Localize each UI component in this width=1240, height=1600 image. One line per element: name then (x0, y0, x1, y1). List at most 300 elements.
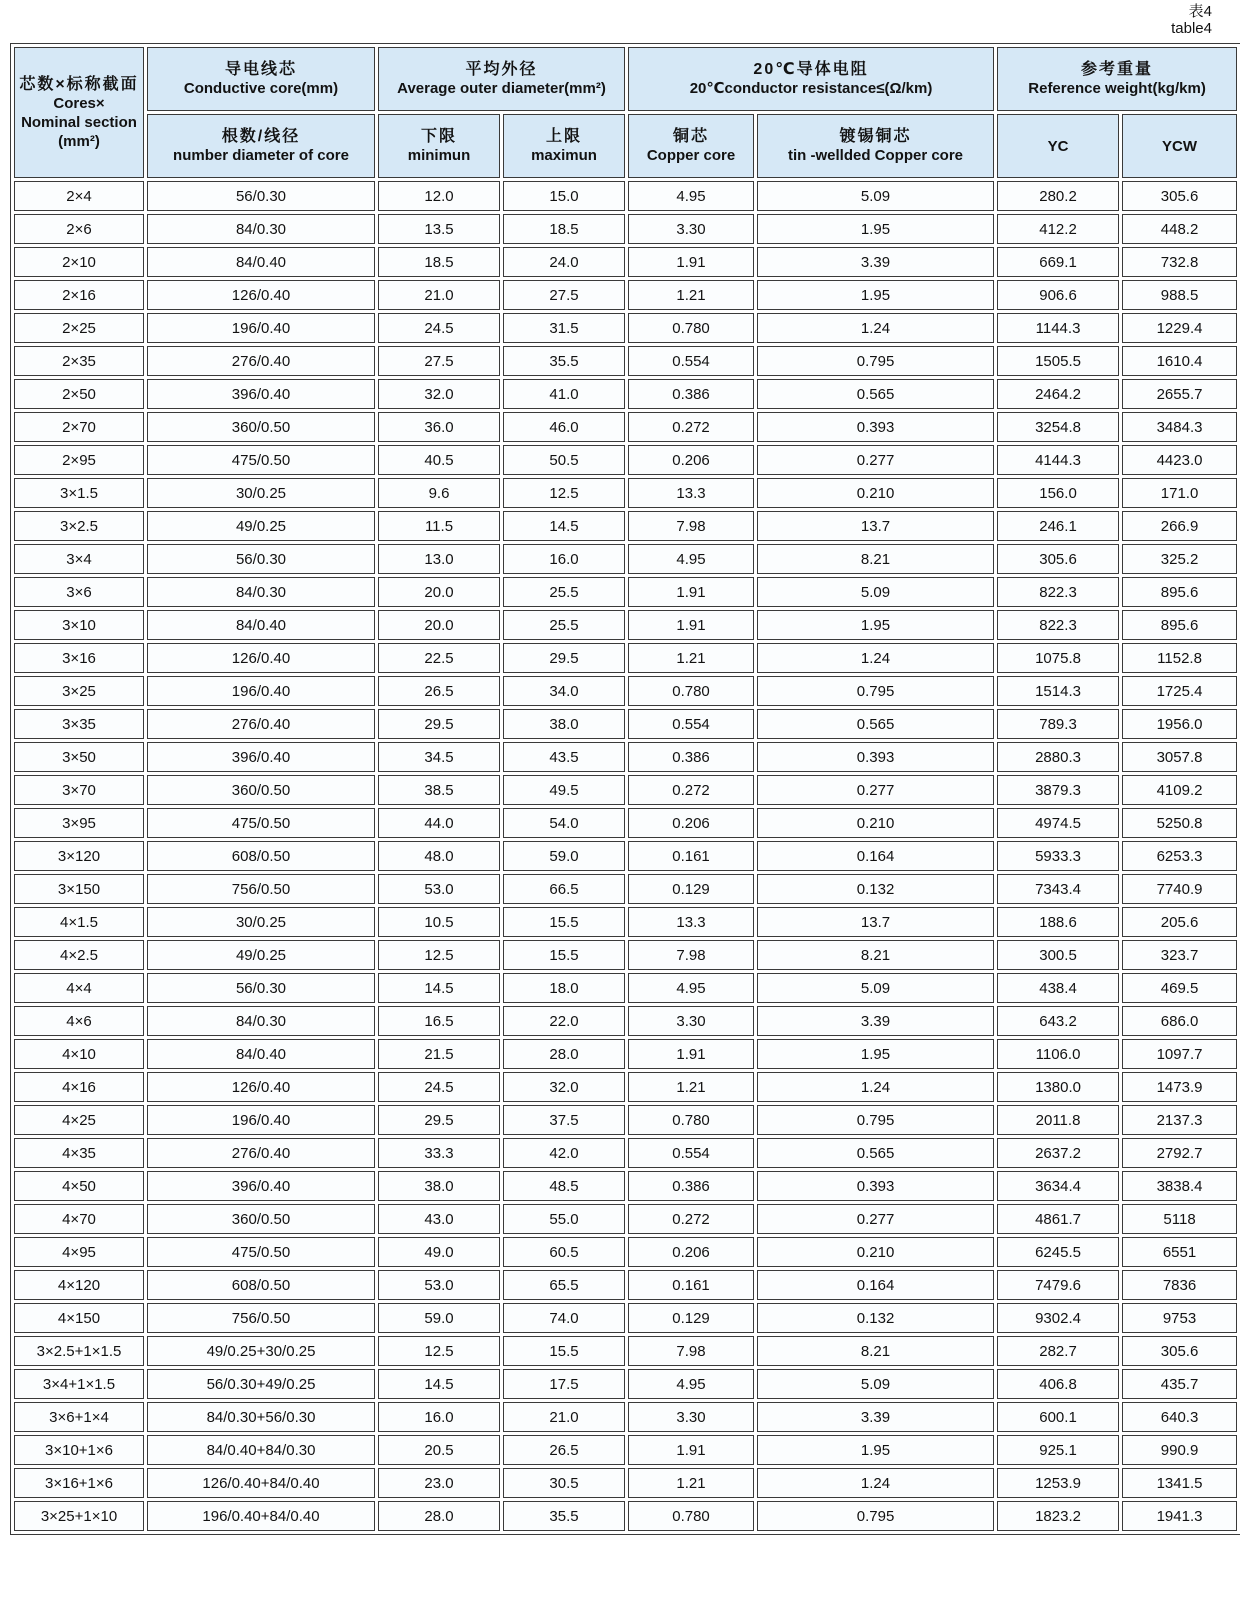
table-cell: 1.91 (628, 247, 754, 277)
header-conductor-resistance (628, 47, 994, 111)
header-minimum (378, 114, 500, 178)
table-cell: 0.565 (757, 1138, 994, 1168)
table-cell: 3×25+1×10 (14, 1501, 144, 1531)
table-cell: 20.5 (378, 1435, 500, 1465)
table-cell: 686.0 (1122, 1006, 1237, 1036)
table-cell: 12.5 (378, 1336, 500, 1366)
table-cell: 0.780 (628, 676, 754, 706)
table-cell: 5933.3 (997, 841, 1119, 871)
table-cell: 469.5 (1122, 973, 1237, 1003)
table-cell: 1.24 (757, 1072, 994, 1102)
table-row (14, 313, 1237, 343)
table-cell: 28.0 (503, 1039, 625, 1069)
table-cell: 66.5 (503, 874, 625, 904)
table-cell: 29.5 (378, 709, 500, 739)
table-cell: 0.780 (628, 313, 754, 343)
table-cell: 1956.0 (1122, 709, 1237, 739)
table-cell: 74.0 (503, 1303, 625, 1333)
table-cell: 305.6 (997, 544, 1119, 574)
table-cell: 0.132 (757, 874, 994, 904)
table-caption-cn: 表4 (1188, 3, 1212, 20)
table-cell: 2011.8 (997, 1105, 1119, 1135)
table-cell: 17.5 (503, 1369, 625, 1399)
table-cell: 56/0.30 (147, 544, 375, 574)
header-conductor-resistance-cn: 20℃导体电阻 (753, 60, 869, 78)
table-cell: 18.5 (378, 247, 500, 277)
header-conductive-core-cn: 导电线芯 (224, 60, 297, 78)
table-cell: 4×6 (14, 1006, 144, 1036)
table-cell: 84/0.40 (147, 247, 375, 277)
header-tinned-copper-core-en: tin -wellded Copper core (788, 147, 964, 165)
table-cell: 276/0.40 (147, 709, 375, 739)
table-row (14, 1369, 1237, 1399)
table-cell: 3×1.5 (14, 478, 144, 508)
table-cell: 3484.3 (1122, 412, 1237, 442)
table-cell: 18.5 (503, 214, 625, 244)
table-row (14, 709, 1237, 739)
table-header (14, 47, 1237, 178)
table-cell: 84/0.30+56/0.30 (147, 1402, 375, 1432)
table-cell: 0.272 (628, 775, 754, 805)
table-cell: 11.5 (378, 511, 500, 541)
table-cell: 18.0 (503, 973, 625, 1003)
table-cell: 3.30 (628, 214, 754, 244)
table-cell: 1.21 (628, 280, 754, 310)
table-cell: 53.0 (378, 874, 500, 904)
table-cell: 1341.5 (1122, 1468, 1237, 1498)
table-cell: 0.129 (628, 874, 754, 904)
table-cell: 1.24 (757, 643, 994, 673)
table-cell: 13.3 (628, 478, 754, 508)
table-caption (1171, 3, 1212, 38)
table-cell: 1144.3 (997, 313, 1119, 343)
table-cell: 4×150 (14, 1303, 144, 1333)
table-cell: 3×35 (14, 709, 144, 739)
table-row (14, 775, 1237, 805)
table-cell: 49/0.25 (147, 511, 375, 541)
table-cell: 7479.6 (997, 1270, 1119, 1300)
table-cell: 2×70 (14, 412, 144, 442)
table-cell: 3.30 (628, 1006, 754, 1036)
table-cell: 12.0 (378, 181, 500, 211)
table-cell: 15.5 (503, 940, 625, 970)
table-cell: 22.5 (378, 643, 500, 673)
table-cell: 3×2.5+1×1.5 (14, 1336, 144, 1366)
table-cell: 0.554 (628, 346, 754, 376)
table-cell: 5.09 (757, 577, 994, 607)
table-cell: 4×120 (14, 1270, 144, 1300)
table-cell: 5.09 (757, 1369, 994, 1399)
table-cell: 38.0 (378, 1171, 500, 1201)
table-cell: 0.393 (757, 1171, 994, 1201)
table-cell: 1.91 (628, 610, 754, 640)
table-cell: 0.565 (757, 379, 994, 409)
table-cell: 84/0.30 (147, 577, 375, 607)
header-number-diameter-en: number diameter of core (173, 147, 349, 165)
table-cell: 28.0 (378, 1501, 500, 1531)
table-cell: 325.2 (1122, 544, 1237, 574)
header-conductive-core-en: Conductive core(mm) (183, 80, 339, 98)
table-cell: 2×16 (14, 280, 144, 310)
table-cell: 48.0 (378, 841, 500, 871)
header-ycw (1122, 114, 1237, 178)
table-cell: 1.24 (757, 1468, 994, 1498)
header-minimum-en: minimun (407, 147, 471, 165)
table-cell: 15.5 (503, 1336, 625, 1366)
table-cell: 4423.0 (1122, 445, 1237, 475)
table-cell: 0.780 (628, 1501, 754, 1531)
table-row (14, 1039, 1237, 1069)
table-cell: 5.09 (757, 973, 994, 1003)
table-cell: 42.0 (503, 1138, 625, 1168)
table-cell: 4×2.5 (14, 940, 144, 970)
header-avg-outer-diameter (378, 47, 625, 111)
table-cell: 4×70 (14, 1204, 144, 1234)
table-row (14, 511, 1237, 541)
table-cell: 0.206 (628, 445, 754, 475)
table-cell: 822.3 (997, 577, 1119, 607)
table-cell: 12.5 (503, 478, 625, 508)
cable-spec-table (10, 43, 1240, 1535)
table-cell: 4861.7 (997, 1204, 1119, 1234)
table-cell: 20.0 (378, 610, 500, 640)
table-cell: 0.210 (757, 808, 994, 838)
table-cell: 55.0 (503, 1204, 625, 1234)
table-cell: 1473.9 (1122, 1072, 1237, 1102)
table-row (14, 181, 1237, 211)
table-cell: 0.795 (757, 1501, 994, 1531)
table-cell: 9302.4 (997, 1303, 1119, 1333)
table-cell: 34.5 (378, 742, 500, 772)
table-cell: 3×10 (14, 610, 144, 640)
table-cell: 0.554 (628, 709, 754, 739)
header-yc (997, 114, 1119, 178)
table-cell: 3057.8 (1122, 742, 1237, 772)
table-cell: 1.91 (628, 1435, 754, 1465)
table-row (14, 940, 1237, 970)
table-cell: 0.206 (628, 808, 754, 838)
table-cell: 475/0.50 (147, 808, 375, 838)
table-cell: 10.5 (378, 907, 500, 937)
table-cell: 14.5 (503, 511, 625, 541)
table-cell: 3879.3 (997, 775, 1119, 805)
table-row (14, 1006, 1237, 1036)
table-cell: 756/0.50 (147, 874, 375, 904)
table-cell: 3.39 (757, 1006, 994, 1036)
table-cell: 5250.8 (1122, 808, 1237, 838)
header-copper-core (628, 114, 754, 178)
table-cell: 1505.5 (997, 346, 1119, 376)
table-cell: 1097.7 (1122, 1039, 1237, 1069)
header-reference-weight-en: Reference weight(kg/km) (1028, 80, 1206, 98)
table-cell: 435.7 (1122, 1369, 1237, 1399)
table-cell: 196/0.40 (147, 676, 375, 706)
header-tinned-copper-core (757, 114, 994, 178)
table-cell: 27.5 (378, 346, 500, 376)
table-cell: 35.5 (503, 1501, 625, 1531)
table-cell: 0.272 (628, 412, 754, 442)
table-cell: 50.5 (503, 445, 625, 475)
table-cell: 4×4 (14, 973, 144, 1003)
table-cell: 56/0.30 (147, 973, 375, 1003)
table-cell: 196/0.40+84/0.40 (147, 1501, 375, 1531)
table-cell: 34.0 (503, 676, 625, 706)
table-cell: 43.0 (378, 1204, 500, 1234)
table-cell: 9753 (1122, 1303, 1237, 1333)
table-cell: 171.0 (1122, 478, 1237, 508)
table-cell: 30/0.25 (147, 907, 375, 937)
table-cell: 0.210 (757, 1237, 994, 1267)
table-cell: 0.386 (628, 1171, 754, 1201)
table-cell: 360/0.50 (147, 412, 375, 442)
table-cell: 7343.4 (997, 874, 1119, 904)
table-cell: 756/0.50 (147, 1303, 375, 1333)
table-cell: 29.5 (503, 643, 625, 673)
table-row (14, 1171, 1237, 1201)
table-cell: 1941.3 (1122, 1501, 1237, 1531)
table-cell: 21.5 (378, 1039, 500, 1069)
table-cell: 30.5 (503, 1468, 625, 1498)
table-row (14, 841, 1237, 871)
header-nominal-section (14, 47, 144, 178)
table-cell: 669.1 (997, 247, 1119, 277)
table-cell: 0.386 (628, 742, 754, 772)
table-cell: 475/0.50 (147, 445, 375, 475)
table-cell: 7.98 (628, 1336, 754, 1366)
table-cell: 32.0 (378, 379, 500, 409)
table-cell: 7.98 (628, 940, 754, 970)
table-cell: 36.0 (378, 412, 500, 442)
table-row (14, 1072, 1237, 1102)
table-row (14, 280, 1237, 310)
table-cell: 4×16 (14, 1072, 144, 1102)
table-cell: 30/0.25 (147, 478, 375, 508)
table-row (14, 412, 1237, 442)
table-cell: 3.30 (628, 1402, 754, 1432)
table-cell: 3×10+1×6 (14, 1435, 144, 1465)
table-cell: 6551 (1122, 1237, 1237, 1267)
table-cell: 38.0 (503, 709, 625, 739)
table-cell: 12.5 (378, 940, 500, 970)
header-tinned-copper-core-cn: 镀锡铜芯 (839, 127, 912, 145)
table-cell: 640.3 (1122, 1402, 1237, 1432)
table-cell: 49.0 (378, 1237, 500, 1267)
table-cell: 305.6 (1122, 1336, 1237, 1366)
table-cell: 732.8 (1122, 247, 1237, 277)
table-cell: 3×16 (14, 643, 144, 673)
table-cell: 2792.7 (1122, 1138, 1237, 1168)
table-cell: 0.129 (628, 1303, 754, 1333)
table-cell: 49.5 (503, 775, 625, 805)
table-cell: 4109.2 (1122, 775, 1237, 805)
table-cell: 196/0.40 (147, 313, 375, 343)
table-cell: 54.0 (503, 808, 625, 838)
table-row (14, 742, 1237, 772)
table-cell: 608/0.50 (147, 841, 375, 871)
table-row (14, 907, 1237, 937)
table-cell: 56/0.30 (147, 181, 375, 211)
table-cell: 21.0 (503, 1402, 625, 1432)
table-cell: 0.161 (628, 841, 754, 871)
table-cell: 990.9 (1122, 1435, 1237, 1465)
table-cell: 2×10 (14, 247, 144, 277)
table-cell: 266.9 (1122, 511, 1237, 541)
header-copper-core-cn: 铜芯 (673, 127, 710, 145)
table-row (14, 346, 1237, 376)
table-cell: 14.5 (378, 973, 500, 1003)
table-cell: 3×95 (14, 808, 144, 838)
table-cell: 3×2.5 (14, 511, 144, 541)
table-cell: 276/0.40 (147, 346, 375, 376)
table-cell: 84/0.40+84/0.30 (147, 1435, 375, 1465)
table-cell: 0.277 (757, 1204, 994, 1234)
table-cell: 1229.4 (1122, 313, 1237, 343)
table-cell: 3×6 (14, 577, 144, 607)
table-cell: 1725.4 (1122, 676, 1237, 706)
table-body (14, 181, 1237, 1531)
table-cell: 3.39 (757, 1402, 994, 1432)
table-cell: 0.206 (628, 1237, 754, 1267)
table-cell: 7.98 (628, 511, 754, 541)
table-cell: 600.1 (997, 1402, 1119, 1432)
table-cell: 84/0.40 (147, 1039, 375, 1069)
table-cell: 1.95 (757, 610, 994, 640)
table-cell: 2×35 (14, 346, 144, 376)
table-cell: 0.210 (757, 478, 994, 508)
table-cell: 1.91 (628, 1039, 754, 1069)
table-cell: 4.95 (628, 181, 754, 211)
table-cell: 7740.9 (1122, 874, 1237, 904)
table-cell: 1823.2 (997, 1501, 1119, 1531)
table-cell: 1610.4 (1122, 346, 1237, 376)
table-cell: 1.95 (757, 280, 994, 310)
table-cell: 276/0.40 (147, 1138, 375, 1168)
table-cell: 2×4 (14, 181, 144, 211)
table-row (14, 1204, 1237, 1234)
table-row (14, 445, 1237, 475)
table-cell: 0.795 (757, 676, 994, 706)
table-cell: 1.95 (757, 1435, 994, 1465)
table-cell: 0.565 (757, 709, 994, 739)
table-cell: 1.21 (628, 643, 754, 673)
table-cell: 21.0 (378, 280, 500, 310)
table-cell: 3.39 (757, 247, 994, 277)
table-cell: 246.1 (997, 511, 1119, 541)
table-cell: 22.0 (503, 1006, 625, 1036)
table-cell: 1.95 (757, 214, 994, 244)
table-cell: 4×35 (14, 1138, 144, 1168)
table-cell: 1.21 (628, 1468, 754, 1498)
table-cell: 1075.8 (997, 643, 1119, 673)
table-cell: 24.5 (378, 313, 500, 343)
table-cell: 25.5 (503, 610, 625, 640)
table-cell: 0.161 (628, 1270, 754, 1300)
table-cell: 16.5 (378, 1006, 500, 1036)
table-cell: 396/0.40 (147, 379, 375, 409)
table-cell: 1514.3 (997, 676, 1119, 706)
table-cell: 53.0 (378, 1270, 500, 1300)
table-cell: 1106.0 (997, 1039, 1119, 1069)
table-cell: 1.95 (757, 1039, 994, 1069)
table-row (14, 247, 1237, 277)
header-ycw-label: YCW (1162, 137, 1198, 155)
table-cell: 37.5 (503, 1105, 625, 1135)
table-cell: 23.0 (378, 1468, 500, 1498)
table-row (14, 676, 1237, 706)
header-reference-weight-cn: 参考重量 (1081, 60, 1154, 78)
table-cell: 360/0.50 (147, 775, 375, 805)
table-cell: 25.5 (503, 577, 625, 607)
table-cell: 60.5 (503, 1237, 625, 1267)
table-cell: 126/0.40 (147, 643, 375, 673)
table-cell: 2655.7 (1122, 379, 1237, 409)
header-avg-outer-diameter-en: Average outer diameter(mm²) (397, 80, 606, 98)
table-cell: 6253.3 (1122, 841, 1237, 871)
table-cell: 4×1.5 (14, 907, 144, 937)
header-minimum-cn: 下限 (420, 127, 457, 145)
table-cell: 3×4+1×1.5 (14, 1369, 144, 1399)
table-row (14, 973, 1237, 1003)
table-cell: 2×50 (14, 379, 144, 409)
table-cell: 44.0 (378, 808, 500, 838)
table-cell: 2×25 (14, 313, 144, 343)
table-cell: 84/0.40 (147, 610, 375, 640)
header-number-diameter-cn: 根数/线径 (221, 127, 301, 145)
table-cell: 4.95 (628, 544, 754, 574)
table-cell: 31.5 (503, 313, 625, 343)
table-cell: 4.95 (628, 973, 754, 1003)
table-cell: 608/0.50 (147, 1270, 375, 1300)
table-cell: 412.2 (997, 214, 1119, 244)
table-cell: 126/0.40+84/0.40 (147, 1468, 375, 1498)
table-row (14, 379, 1237, 409)
table-cell: 13.7 (757, 511, 994, 541)
table-cell: 48.5 (503, 1171, 625, 1201)
table-cell: 475/0.50 (147, 1237, 375, 1267)
table-cell: 8.21 (757, 1336, 994, 1366)
table-cell: 3×150 (14, 874, 144, 904)
table-cell: 40.5 (378, 445, 500, 475)
table-cell: 2637.2 (997, 1138, 1119, 1168)
header-nominal-section-en1: Cores× (53, 95, 105, 113)
table-row (14, 1237, 1237, 1267)
table-cell: 46.0 (503, 412, 625, 442)
table-cell: 205.6 (1122, 907, 1237, 937)
header-maximum (503, 114, 625, 178)
table-cell: 3×120 (14, 841, 144, 871)
table-cell: 9.6 (378, 478, 500, 508)
header-group-row (14, 47, 1237, 111)
table-cell: 56/0.30+49/0.25 (147, 1369, 375, 1399)
table-row (14, 1501, 1237, 1531)
table-row (14, 1435, 1237, 1465)
table-cell: 0.780 (628, 1105, 754, 1135)
table-row (14, 478, 1237, 508)
table-cell: 906.6 (997, 280, 1119, 310)
table-cell: 0.164 (757, 1270, 994, 1300)
table-cell: 895.6 (1122, 610, 1237, 640)
table-cell: 4×50 (14, 1171, 144, 1201)
table-cell: 24.5 (378, 1072, 500, 1102)
table-row (14, 1336, 1237, 1366)
table-cell: 3634.4 (997, 1171, 1119, 1201)
table-cell: 38.5 (378, 775, 500, 805)
table-cell: 0.164 (757, 841, 994, 871)
table-cell: 282.7 (997, 1336, 1119, 1366)
table-cell: 300.5 (997, 940, 1119, 970)
table-cell: 0.393 (757, 412, 994, 442)
table-cell: 4×95 (14, 1237, 144, 1267)
